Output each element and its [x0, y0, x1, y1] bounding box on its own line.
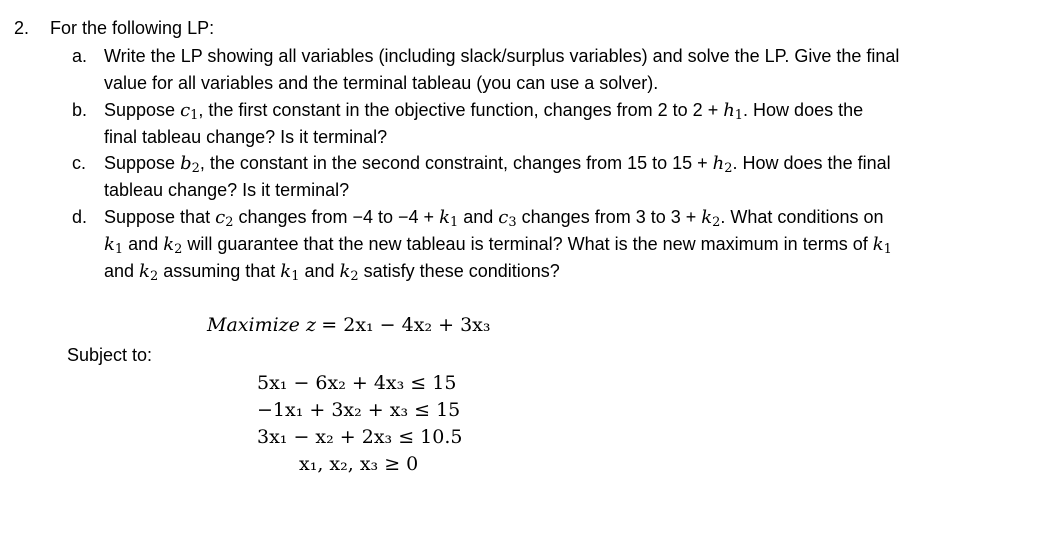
objective-rhs: = 2x₁ − 4x₂ + 3x₃	[321, 314, 491, 336]
part-a-label: a.	[72, 46, 88, 66]
part-d-line-1: Suppose that $c_2$ changes from −4 to $-4 + k_1$ and $c_3$ changes from 3 to $3 + k_2$. What conditions on	[104, 207, 884, 231]
part-d-line-2: $k_1$ and $k_2$ will guarantee that the new tableau is terminal? What is the new maximum in terms of $k_1$	[104, 234, 892, 258]
constraint-1: 5x₁ − 6x₂ + 4x₃ ≤ 15	[257, 372, 457, 394]
question-number: 2.	[14, 18, 30, 38]
part-c-line-2: tableau change? Is it terminal?	[104, 180, 350, 200]
part-b-label: b.	[72, 100, 88, 120]
part-c-line-1: Suppose $b_2$, the constant in the second constraint, changes from 15 to $15 + h_2$. How does the final	[104, 153, 891, 177]
part-a-line-1: Write the LP showing all variables (including slack/surplus variables) and solve the LP. Give the final	[104, 46, 900, 66]
part-c-label: c.	[72, 153, 87, 173]
part-d-line-3: and $k_2$ assuming that $k_1$ and $k_2$ satisfy these conditions?	[104, 261, 560, 285]
constraint-3: 3x₁ − x₂ + 2x₃ ≤ 10.5	[257, 426, 463, 448]
constraint-2: −1x₁ + 3x₂ + x₃ ≤ 15	[257, 399, 461, 421]
part-d-label: d.	[72, 207, 88, 227]
part-b-line-1: Suppose $c_1$, the first constant in the objective function, changes from 2 to $2 + h_1$. How does the	[104, 100, 864, 124]
part-b-line-2: final tableau change? Is it terminal?	[104, 127, 388, 147]
nonnegativity-constraint: x₁, x₂, x₃ ≥ 0	[299, 453, 419, 475]
question-intro: For the following LP:	[50, 18, 215, 38]
objective-word: Maximize z	[207, 314, 316, 336]
objective-function	[207, 314, 490, 337]
part-a-line-2: value for all variables and the terminal tableau (you can use a solver).	[104, 73, 659, 93]
subject-to-label: Subject to:	[67, 345, 153, 365]
